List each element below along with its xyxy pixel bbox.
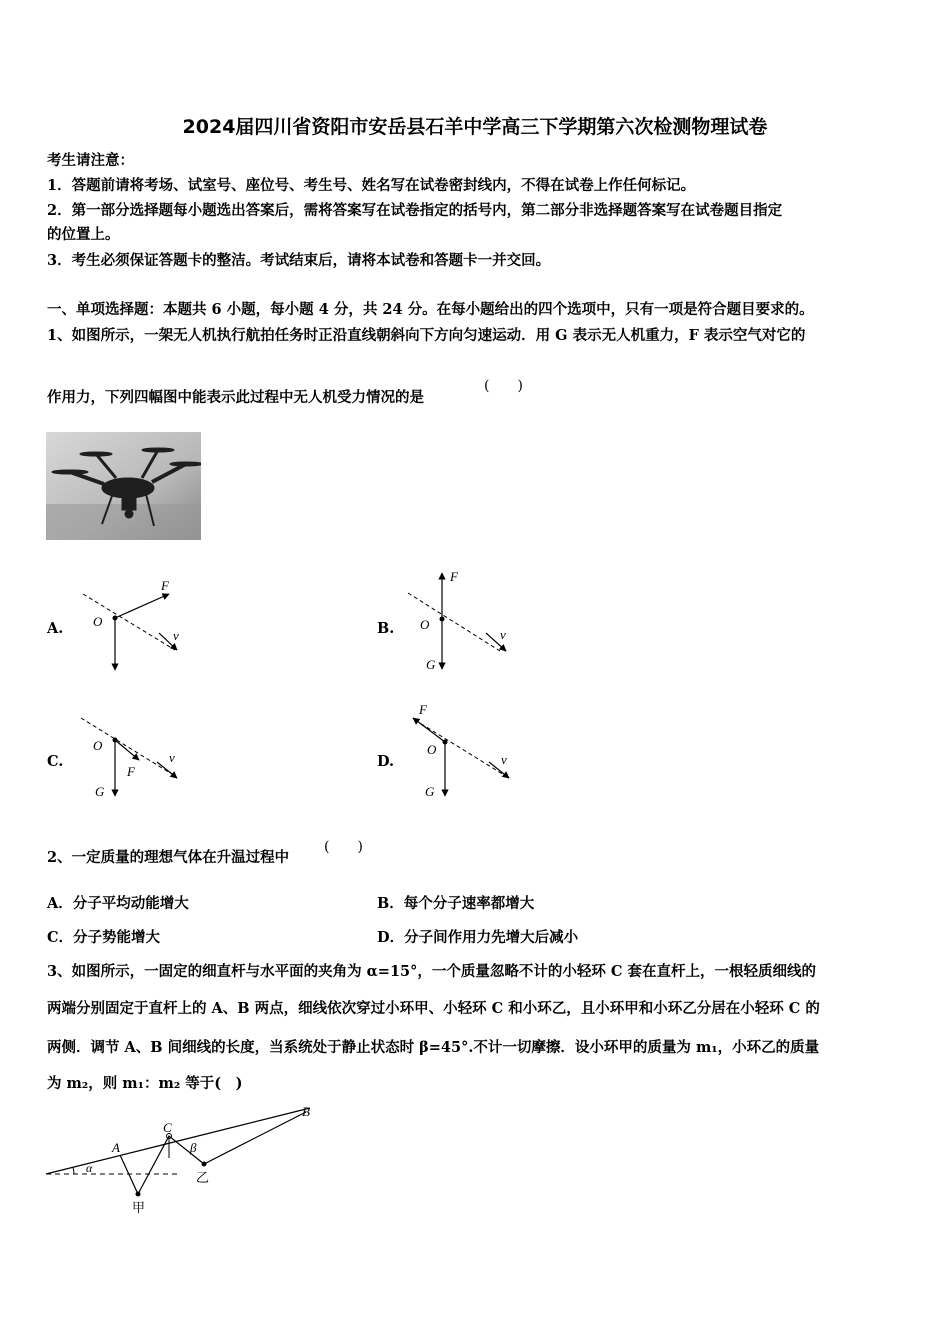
label-jia: 甲 <box>132 1200 146 1215</box>
q1-option-b-diagram <box>400 565 520 680</box>
q2-stem: 2、一定质量的理想气体在升温过程中 <box>47 849 290 866</box>
label-g: G <box>425 784 435 799</box>
notice-item-2: 2．第一部分选择题每小题选出答案后，需将答案写在试卷指定的括号内，第二部分非选择题答案写在试卷题目指定 <box>47 202 783 219</box>
force-arrow <box>115 594 169 618</box>
section-heading: 一、单项选择题：本题共 6 小题，每小题 4 分，共 24 分。在每小题给出的四个选项中，只有一项是符合题目要求的。 <box>47 301 814 318</box>
point-o <box>440 617 445 622</box>
label-alpha: α <box>86 1161 93 1175</box>
q3-stem-line1: 3、如图所示，一固定的细直杆与水平面的夹角为 α=15°，一个质量忽略不计的小轻环 C 套在直杆上，一根轻质细线的 <box>47 963 817 980</box>
ring-jia <box>136 1192 141 1197</box>
q3-diagram <box>44 1100 324 1220</box>
label-f: F <box>419 702 427 717</box>
label-o: O <box>93 614 103 629</box>
q1-stem-line2: 作用力，下列四幅图中能表示此过程中无人机受力情况的是 <box>47 389 424 406</box>
label-f: F <box>450 569 458 584</box>
q2-answer-paren: ( ) <box>324 839 363 855</box>
q1-option-a-diagram <box>75 570 195 680</box>
q1-option-a-label[interactable]: A. <box>47 620 64 637</box>
q2-option-a[interactable]: A．分子平均动能增大 <box>47 895 189 912</box>
q1-stem-line1: 1、如图所示，一架无人机执行航拍任务时正沿直线朝斜向下方向匀速运动．用 G 表示无人机重力，F 表示空气对它的 <box>47 327 806 344</box>
label-v: v <box>169 750 175 765</box>
q3-stem-line4: 为 m₂，则 m₁：m₂ 等于( ) <box>47 1075 243 1092</box>
notice-heading: 考生请注意： <box>47 152 134 169</box>
label-f: F <box>161 578 169 593</box>
q1-option-d-diagram <box>405 700 525 805</box>
label-c: C <box>163 1120 172 1135</box>
label-v: v <box>501 752 507 767</box>
q2-option-b[interactable]: B．每个分子速率都增大 <box>377 895 535 912</box>
label-v: v <box>500 627 506 642</box>
q3-stem-line2: 两端分别固定于直杆上的 A、B 两点，细线依次穿过小环甲、小轻环 C 和小环乙，且小环甲和小环乙分居在小轻环 C 的 <box>47 1000 820 1017</box>
q2-option-c[interactable]: C．分子势能增大 <box>47 929 161 946</box>
ring-yi <box>202 1162 207 1167</box>
alpha-arc <box>73 1167 74 1174</box>
point-o <box>443 740 448 745</box>
label-b: B <box>302 1104 310 1119</box>
label-g: G <box>95 784 105 799</box>
label-o: O <box>93 738 103 753</box>
label-o: O <box>427 742 437 757</box>
label-yi: 乙 <box>196 1170 210 1185</box>
label-beta: β <box>190 1140 197 1155</box>
label-g: G <box>426 657 436 672</box>
q2-option-d[interactable]: D．分子间作用力先增大后减小 <box>377 929 579 946</box>
force-arrow <box>413 718 445 742</box>
q1-option-d-label[interactable]: D. <box>377 753 395 770</box>
q1-option-c-diagram <box>75 710 195 805</box>
label-v: v <box>173 628 179 643</box>
label-f: F <box>127 764 135 779</box>
q1-option-c-label[interactable]: C. <box>47 753 64 770</box>
notice-item-1: 1．答题前请将考场、试室号、座位号、考生号、姓名写在试卷密封线内，不得在试卷上作任何标记。 <box>47 177 696 194</box>
drone-photo <box>46 432 201 540</box>
label-a: A <box>112 1140 120 1155</box>
q1-answer-paren: ( ) <box>484 378 523 394</box>
page-title: 2024届四川省资阳市安岳县石羊中学高三下学期第六次检测物理试卷 <box>182 116 768 138</box>
notice-item-2-cont: 的位置上。 <box>47 226 120 243</box>
q1-option-b-label[interactable]: B. <box>377 620 395 637</box>
point-o <box>113 738 118 743</box>
string <box>120 1112 306 1194</box>
force-arrow <box>115 740 139 760</box>
label-o: O <box>420 617 430 632</box>
point-o <box>113 616 118 621</box>
q3-stem-line3: 两侧．调节 A、B 间细线的长度，当系统处于静止状态时 β=45°.不计一切摩擦．设小环甲的质量为 m₁，小环乙的质量 <box>47 1039 820 1056</box>
notice-item-3: 3．考生必须保证答题卡的整洁。考试结束后，请将本试卷和答题卡一并交回。 <box>47 252 551 269</box>
